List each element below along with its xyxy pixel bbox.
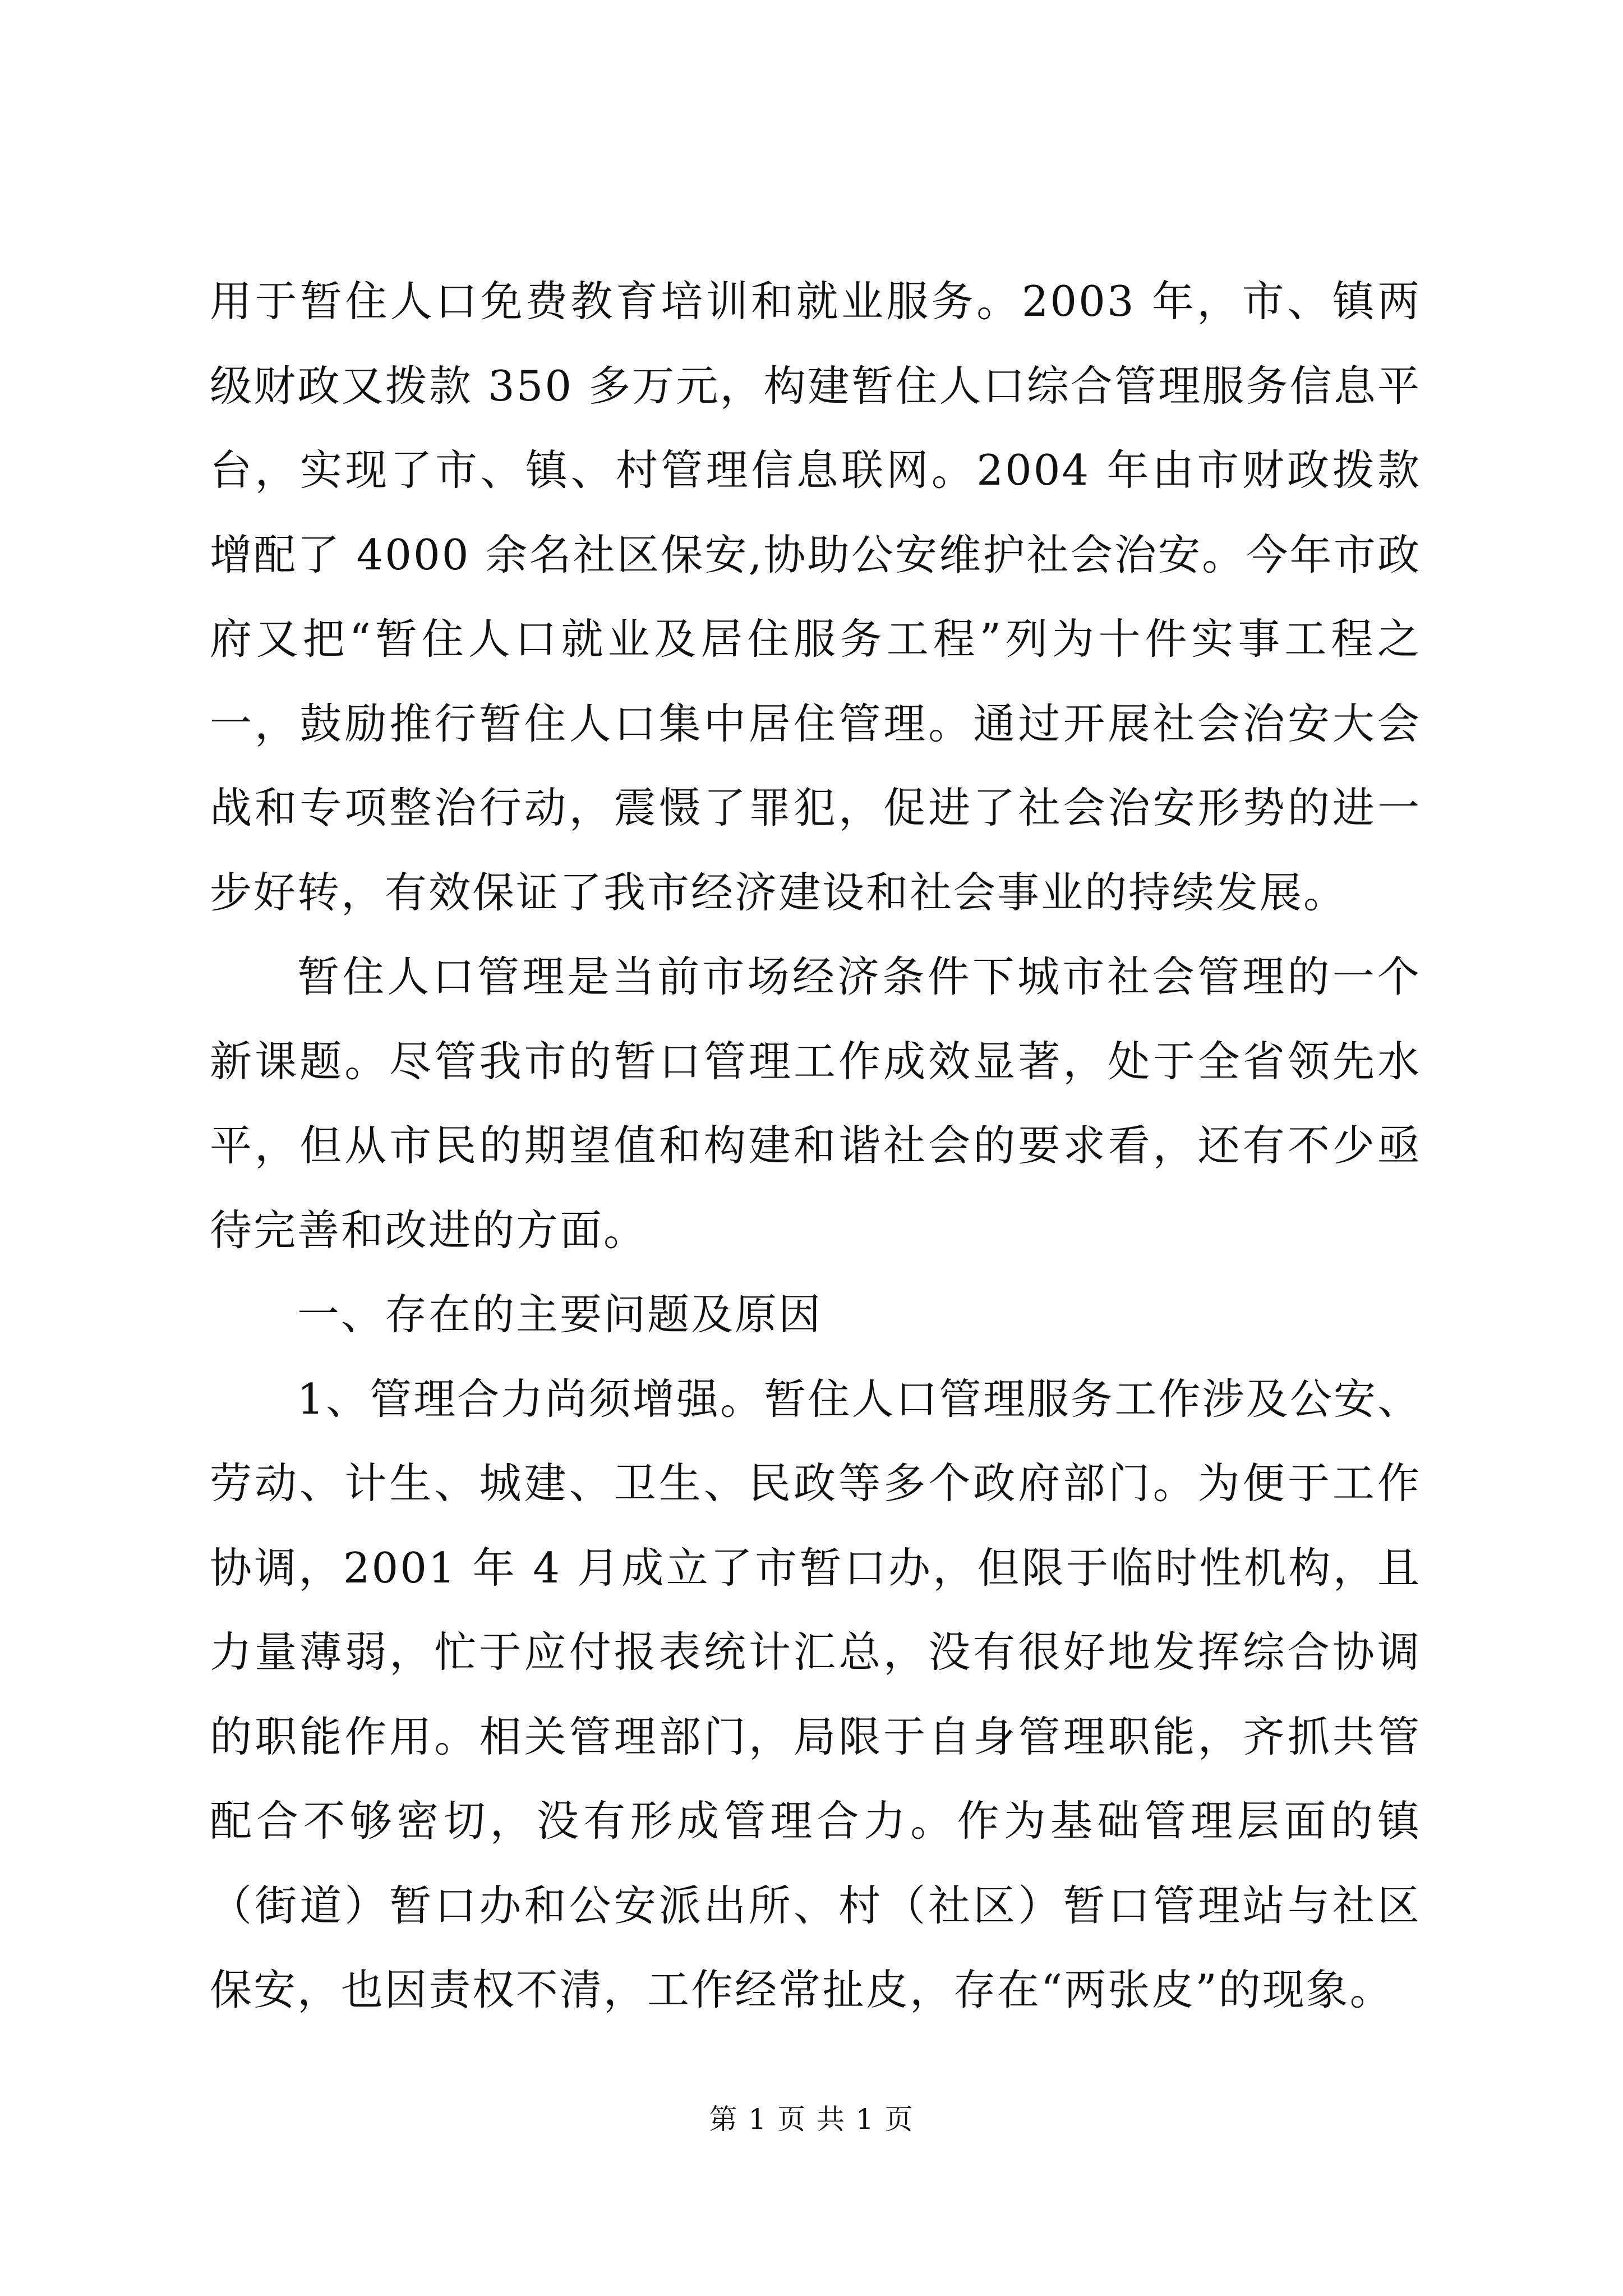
page-footer: 第 1 页 共 1 页 bbox=[709, 2103, 914, 2136]
paragraph-1: 用于暂住人口免费教育培训和就业服务。2003 年，市、镇两级财政又拨款 350 多万元，构建暂住人口综合管理服务信息平台，实现了市、镇、村管理信息联网。2004 年由市财政拨款增配了 4000 余名社区保安,协助公安维护社会治安。今年市政府又把“暂住人口就业及居住服务工程”列为十件实事工程之一，鼓励推行暂住人口集中居住管理。通过开展社会治安大会战和专项整治行动，震慑了罪犯，促进了社会治安形势的进一步好转，有效保证了我市经济建设和社会事业的持续发展。 bbox=[210, 277, 1421, 917]
document-body bbox=[210, 259, 1421, 2032]
section-heading: 一、存在的主要问题及原因 bbox=[297, 1290, 823, 1339]
paragraph-2: 暂住人口管理是当前市场经济条件下城市社会管理的一个新课题。尽管我市的暂口管理工作成效显著，处于全省领先水平，但从市民的期望值和构建和谐社会的要求看，还有不少亟待完善和改进的方面。 bbox=[210, 952, 1421, 1255]
paragraph-3: 1、管理合力尚须增强。暂住人口管理服务工作涉及公安、劳动、计生、城建、卫生、民政等多个政府部门。为便于工作协调，2001 年 4 月成立了市暂口办，但限于临时性机构，且力量薄弱，忙于应付报表统计汇总，没有很好地发挥综合协调的职能作用。相关管理部门，局限于自身管理职能，齐抓共管配合不够密切，没有形成管理合力。作为基础管理层面的镇（街道）暂口办和公安派出所、村（社区）暂口管理站与社区保安，也因责权不清，工作经常扯皮，存在“两张皮”的现象。 bbox=[210, 1374, 1421, 2014]
